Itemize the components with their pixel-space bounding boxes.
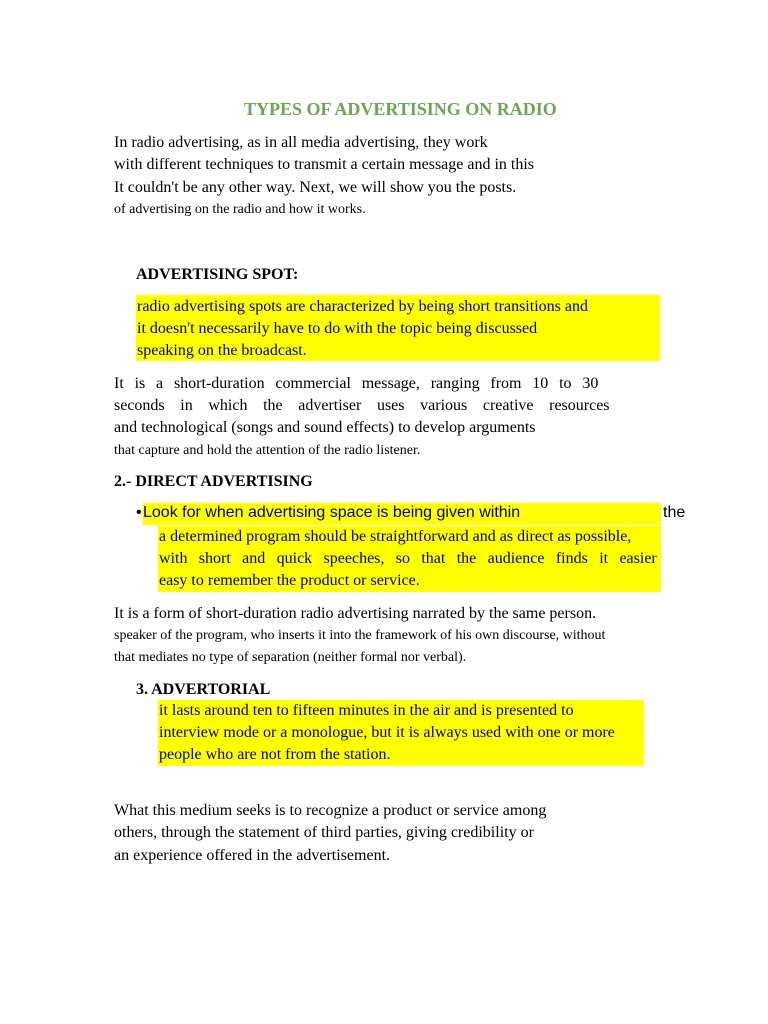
spot-body-line-1: It is a short-duration commercial message, ranging from 10 to 30 bbox=[114, 375, 599, 392]
section-heading-advertising-spot: ADVERTISING SPOT: bbox=[136, 266, 299, 283]
spot-body-line-3: and technological (songs and sound effects) to develop arguments bbox=[114, 419, 536, 436]
advertorial-highlight-line-1: it lasts around ten to fifteen minutes in the air and is presented to bbox=[159, 702, 574, 719]
advertorial-highlight-line-3: people who are not from the station. bbox=[159, 746, 391, 763]
direct-highlight-line-3: easy to remember the product or service. bbox=[159, 572, 420, 589]
advertorial-body-line-3: an experience offered in the advertisement. bbox=[114, 847, 391, 864]
bullet-first-line: Look for when advertising space is being given within bbox=[143, 504, 521, 521]
advertorial-body-line-1: What this medium seeks is to recognize a product or service among bbox=[114, 802, 547, 819]
bullet-dot: • bbox=[136, 504, 142, 521]
spot-highlight-line-1: radio advertising spots are characterized by being short transitions and bbox=[137, 298, 588, 315]
direct-highlight-line-2: with short and quick speeches, so that the audience finds it easier bbox=[159, 550, 657, 567]
advertorial-highlight-line-2: interview mode or a monologue, but it is always used with one or more bbox=[159, 724, 615, 741]
document-title: TYPES OF ADVERTISING ON RADIO bbox=[244, 99, 557, 119]
spot-highlight-line-2: it doesn't necessarily have to do with the topic being discussed bbox=[137, 320, 538, 337]
direct-body-line-1: It is a form of short-duration radio advertising narrated by the same person. bbox=[114, 605, 597, 622]
spot-body-line-4: that capture and hold the attention of the radio listener. bbox=[114, 443, 421, 458]
direct-highlight-line-1: a determined program should be straightforward and as direct as possible, bbox=[159, 528, 632, 545]
bullet-first-line-tail: the bbox=[663, 504, 686, 521]
intro-line-2: with different techniques to transmit a certain message and in this bbox=[114, 156, 535, 173]
section-heading-advertorial: 3. ADVERTORIAL bbox=[136, 681, 271, 698]
section-heading-direct-advertising: 2.- DIRECT ADVERTISING bbox=[114, 473, 313, 490]
direct-body-line-3: that mediates no type of separation (neither formal nor verbal). bbox=[114, 650, 467, 665]
advertorial-body-line-2: others, through the statement of third parties, giving credibility or bbox=[114, 824, 534, 841]
intro-line-4: of advertising on the radio and how it works. bbox=[114, 202, 366, 217]
intro-line-1: In radio advertising, as in all media advertising, they work bbox=[114, 134, 488, 151]
intro-line-3: It couldn't be any other way. Next, we will show you the posts. bbox=[114, 179, 517, 196]
spot-highlight-line-3: speaking on the broadcast. bbox=[137, 342, 307, 359]
direct-body-line-2: speaker of the program, who inserts it into the framework of his own discourse, without bbox=[114, 628, 606, 643]
spot-body-line-2: seconds in which the advertiser uses various creative resources bbox=[114, 397, 610, 414]
